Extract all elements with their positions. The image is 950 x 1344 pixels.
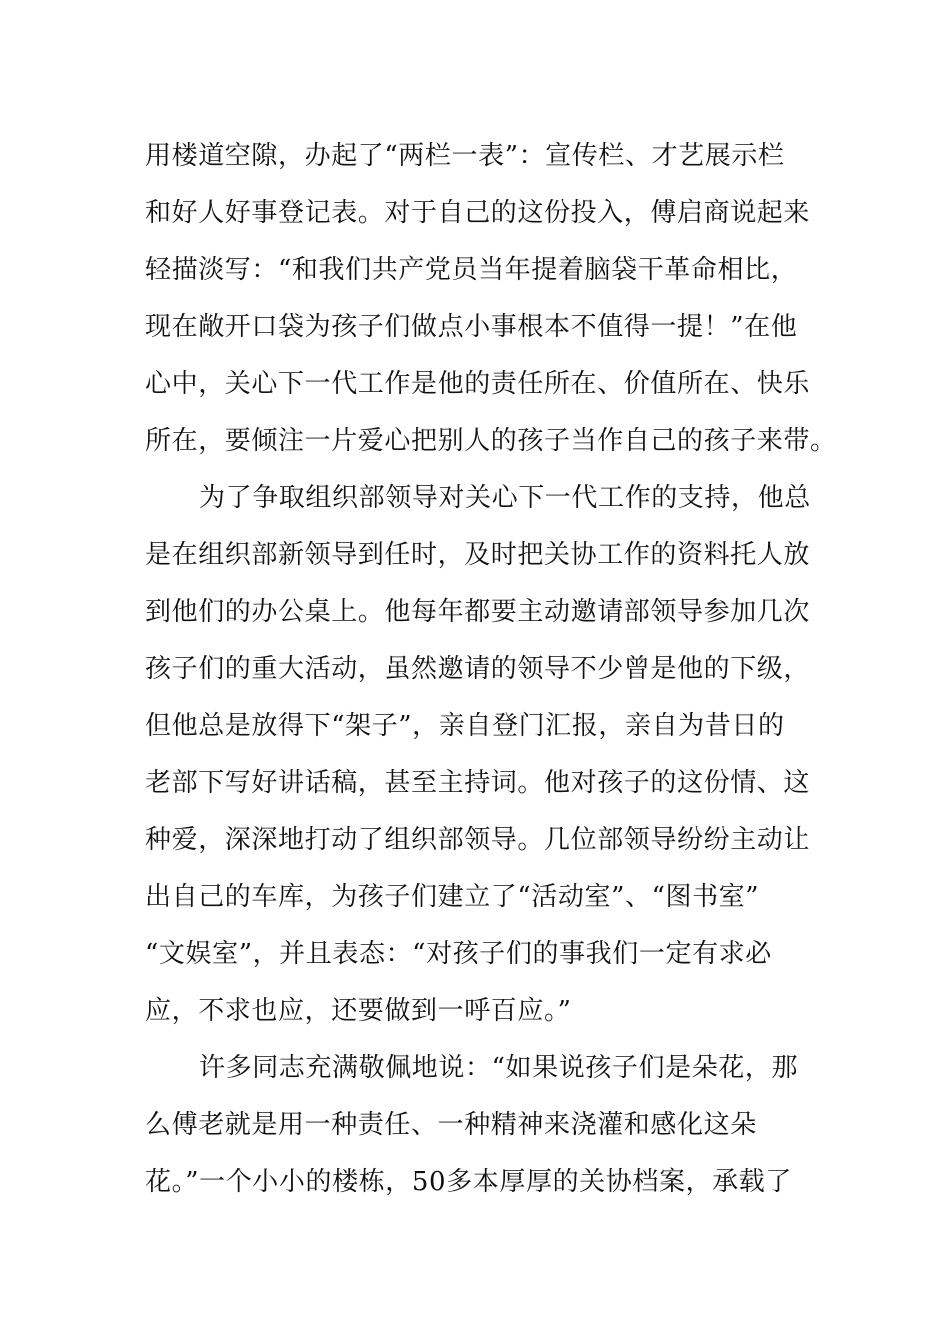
body-text bbox=[145, 128, 837, 1211]
text-line: 应，不求也应，还要做到一呼百应。” bbox=[145, 996, 572, 1026]
paragraph-1 bbox=[145, 128, 837, 470]
text-line: 但他总是放得下“架子”，亲自登门汇报，亲自为昔日的 bbox=[145, 711, 785, 741]
text-line: 现在敞开口袋为孩子们做点小事根本不值得一提！”在他 bbox=[145, 312, 798, 342]
text-line: 用楼道空隙，办起了“两栏一表”：宣传栏、才艺展示栏 bbox=[145, 141, 785, 171]
text-line: 老部下写好讲话稿，甚至主持词。他对孩子的这份情、这 bbox=[145, 768, 811, 798]
text-line: 所在，要倾注一片爱心把别人的孩子当作自己的孩子来带。 bbox=[145, 426, 837, 456]
text-line: 和好人好事登记表。对于自己的这份投入，傅启商说起来 bbox=[145, 198, 811, 228]
paragraph-3 bbox=[145, 1040, 807, 1211]
text-line: 种爱，深深地打动了组织部领导。几位部领导纷纷主动让 bbox=[145, 825, 811, 855]
paragraph-2 bbox=[145, 470, 811, 1040]
text-line: “文娱室”，并且表态：“对孩子们的事我们一定有求必 bbox=[145, 939, 772, 969]
text-line: 孩子们的重大活动，虽然邀请的领导不少曾是他的下级， bbox=[145, 654, 811, 684]
text-line: 许多同志充满敬佩地说：“如果说孩子们是朵花，那 bbox=[199, 1053, 799, 1083]
text-line: 出自己的车库，为孩子们建立了“活动室”、“图书室” bbox=[145, 882, 760, 912]
text-line: 心中，关心下一代工作是他的责任所在、价值所在、快乐 bbox=[145, 369, 811, 399]
text-line: 么傅老就是用一种责任、一种精神来浇灌和感化这朵 bbox=[145, 1110, 757, 1140]
text-line: 轻描淡写：“和我们共产党员当年提着脑袋干革命相比， bbox=[145, 255, 798, 285]
text-line: 是在组织部新领导到任时，及时把关协工作的资料托人放 bbox=[145, 540, 811, 570]
text-line: 花。”一个小小的楼栋，50多本厚厚的关协档案，承载了 bbox=[145, 1167, 792, 1197]
text-line: 到他们的办公桌上。他每年都要主动邀请部领导参加几次 bbox=[145, 597, 811, 627]
text-line: 为了争取组织部领导对关心下一代工作的支持，他总 bbox=[199, 483, 811, 513]
